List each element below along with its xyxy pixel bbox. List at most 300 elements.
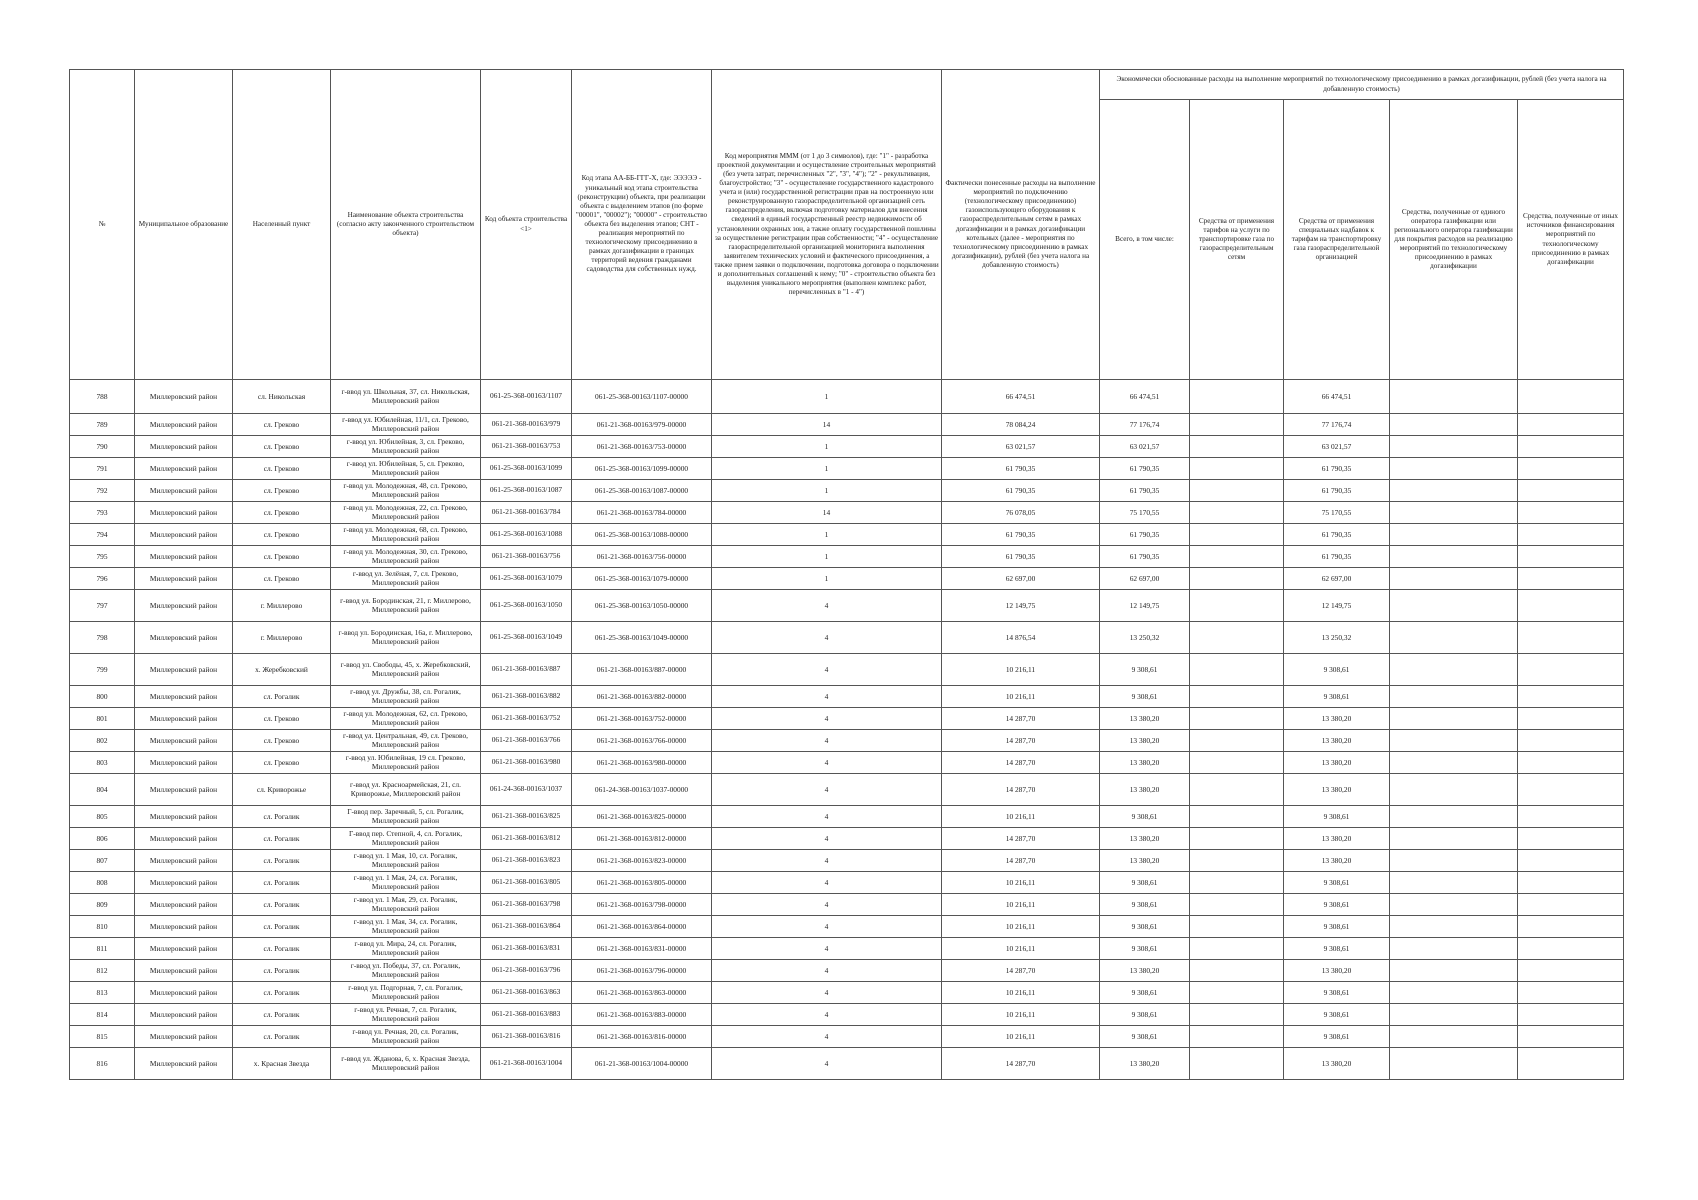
cell-actual-costs: 10 216,11: [942, 982, 1100, 1004]
cell-settlement: сл. Греково: [233, 730, 331, 752]
cell-object-code: 061-21-368-00163/864: [481, 916, 572, 938]
cell-other-sources: [1518, 590, 1624, 622]
cell-other-sources: [1518, 708, 1624, 730]
table-row: [70, 568, 1624, 590]
cell-object-name: г-ввод ул. Молодежная, 48, сл. Греково, Миллеровский район: [331, 480, 481, 502]
header-special-surcharges: Средства от применения специальных надбавок к тарифам на транспортировку газа газораспределительной организацией: [1284, 100, 1390, 380]
cell-special-surcharges: 9 308,61: [1284, 654, 1390, 686]
cell-municipality: Миллеровский район: [135, 730, 233, 752]
cell-special-surcharges: 9 308,61: [1284, 1026, 1390, 1048]
cell-other-sources: [1518, 1004, 1624, 1026]
header-municipality: Муниципальное образование: [135, 70, 233, 380]
cell-actual-costs: 78 084,24: [942, 414, 1100, 436]
cell-actual-costs: 10 216,11: [942, 806, 1100, 828]
cell-special-surcharges: 62 697,00: [1284, 568, 1390, 590]
cell-tariffs: [1190, 568, 1284, 590]
cell-num: 796: [70, 568, 135, 590]
cell-operator-funds: [1390, 1004, 1518, 1026]
table-row: [70, 806, 1624, 828]
cell-tariffs: [1190, 622, 1284, 654]
cell-total: 9 308,61: [1100, 894, 1190, 916]
cell-settlement: сл. Греково: [233, 752, 331, 774]
cell-num: 815: [70, 1026, 135, 1048]
header-other-sources: Средства, полученные от иных источников финансирования мероприятий по технологическому присоединению в рамках догазификации: [1518, 100, 1624, 380]
cell-operator-funds: [1390, 654, 1518, 686]
cell-num: 794: [70, 524, 135, 546]
cell-object-name: г-ввод ул. Молодежная, 22, сл. Греково, Миллеровский район: [331, 502, 481, 524]
cell-tariffs: [1190, 894, 1284, 916]
cell-municipality: Миллеровский район: [135, 708, 233, 730]
cell-other-sources: [1518, 752, 1624, 774]
table-row: [70, 916, 1624, 938]
cell-total: 9 308,61: [1100, 938, 1190, 960]
cell-event-code: 1: [712, 380, 942, 414]
cell-total: 13 380,20: [1100, 730, 1190, 752]
cell-tariffs: [1190, 480, 1284, 502]
cell-tariffs: [1190, 1048, 1284, 1080]
cell-municipality: Миллеровский район: [135, 828, 233, 850]
cell-special-surcharges: 66 474,51: [1284, 380, 1390, 414]
cell-object-name: г-ввод ул. 1 Мая, 29, сл. Рогалик, Миллеровский район: [331, 894, 481, 916]
cell-object-code: 061-21-368-00163/805: [481, 872, 572, 894]
cell-num: 811: [70, 938, 135, 960]
cell-other-sources: [1518, 502, 1624, 524]
cell-object-name: г-ввод ул. Дружбы, 38, сл. Рогалик, Миллеровский район: [331, 686, 481, 708]
cell-total: 9 308,61: [1100, 982, 1190, 1004]
cell-special-surcharges: 9 308,61: [1284, 894, 1390, 916]
cell-municipality: Миллеровский район: [135, 414, 233, 436]
cell-event-code: 1: [712, 568, 942, 590]
cell-total: 9 308,61: [1100, 916, 1190, 938]
cell-operator-funds: [1390, 568, 1518, 590]
cell-event-code: 1: [712, 458, 942, 480]
cell-municipality: Миллеровский район: [135, 654, 233, 686]
cell-actual-costs: 10 216,11: [942, 686, 1100, 708]
cell-special-surcharges: 9 308,61: [1284, 938, 1390, 960]
cell-event-code: 4: [712, 938, 942, 960]
cell-event-code: 4: [712, 1048, 942, 1080]
cell-settlement: г. Миллерово: [233, 622, 331, 654]
cell-settlement: сл. Рогалик: [233, 806, 331, 828]
table-row: [70, 982, 1624, 1004]
cell-operator-funds: [1390, 546, 1518, 568]
header-actual-costs: Фактически понесенные расходы на выполнение мероприятий по подключению (технологическому присоединению) газоиспользующего оборудования к газораспределительным сетям в рамках догазификации и в рамках догазификации котельных (далее - мероприятия по технологическому присоединению в рамках догазификации), рублей (без учета налога на добавленную стоимость): [942, 70, 1100, 380]
cell-stage-code: 061-21-368-00163/816-00000: [572, 1026, 712, 1048]
cell-operator-funds: [1390, 774, 1518, 806]
table-row: [70, 894, 1624, 916]
cell-event-code: 4: [712, 806, 942, 828]
cell-total: 61 790,35: [1100, 546, 1190, 568]
cell-operator-funds: [1390, 894, 1518, 916]
cell-municipality: Миллеровский район: [135, 1026, 233, 1048]
cell-event-code: 4: [712, 916, 942, 938]
cell-tariffs: [1190, 872, 1284, 894]
cell-event-code: 1: [712, 524, 942, 546]
cell-total: 13 380,20: [1100, 1048, 1190, 1080]
cell-settlement: сл. Рогалик: [233, 828, 331, 850]
cell-settlement: г. Миллерово: [233, 590, 331, 622]
cell-municipality: Миллеровский район: [135, 622, 233, 654]
cell-num: 800: [70, 686, 135, 708]
cell-actual-costs: 14 287,70: [942, 708, 1100, 730]
cell-actual-costs: 10 216,11: [942, 894, 1100, 916]
cell-actual-costs: 12 149,75: [942, 590, 1100, 622]
cell-total: 13 380,20: [1100, 752, 1190, 774]
cell-event-code: 4: [712, 982, 942, 1004]
cell-num: 792: [70, 480, 135, 502]
cell-other-sources: [1518, 916, 1624, 938]
cell-num: 808: [70, 872, 135, 894]
cell-tariffs: [1190, 380, 1284, 414]
cell-object-name: г-ввод ул. Зелёная, 7, сл. Греково, Миллеровский район: [331, 568, 481, 590]
cell-municipality: Миллеровский район: [135, 752, 233, 774]
cell-event-code: 4: [712, 654, 942, 686]
cell-object-code: 061-25-368-00163/1088: [481, 524, 572, 546]
cell-settlement: сл. Рогалик: [233, 916, 331, 938]
cell-actual-costs: 10 216,11: [942, 916, 1100, 938]
cell-special-surcharges: 9 308,61: [1284, 686, 1390, 708]
cell-num: 799: [70, 654, 135, 686]
cell-other-sources: [1518, 686, 1624, 708]
cell-object-name: г-ввод ул. Юбилейная, 11/1, сл. Греково, Миллеровский район: [331, 414, 481, 436]
cell-operator-funds: [1390, 916, 1518, 938]
cell-num: 810: [70, 916, 135, 938]
cell-tariffs: [1190, 730, 1284, 752]
cell-other-sources: [1518, 982, 1624, 1004]
cell-total: 13 380,20: [1100, 850, 1190, 872]
header-econ-group: Экономически обоснованные расходы на выполнение мероприятий по технологическому присоединению в рамках догазификации, рублей (без учета налога на добавленную стоимость): [1100, 70, 1624, 100]
cell-other-sources: [1518, 622, 1624, 654]
cell-special-surcharges: 63 021,57: [1284, 436, 1390, 458]
cell-municipality: Миллеровский район: [135, 524, 233, 546]
table-row: [70, 524, 1624, 546]
cell-other-sources: [1518, 568, 1624, 590]
cell-object-code: 061-21-368-00163/979: [481, 414, 572, 436]
cell-operator-funds: [1390, 414, 1518, 436]
cell-municipality: Миллеровский район: [135, 458, 233, 480]
cell-object-code: 061-21-368-00163/825: [481, 806, 572, 828]
cell-other-sources: [1518, 414, 1624, 436]
cell-tariffs: [1190, 502, 1284, 524]
cell-num: 791: [70, 458, 135, 480]
cell-settlement: сл. Греково: [233, 568, 331, 590]
cell-special-surcharges: 13 380,20: [1284, 828, 1390, 850]
cell-operator-funds: [1390, 458, 1518, 480]
cell-tariffs: [1190, 828, 1284, 850]
cell-object-code: 061-21-368-00163/784: [481, 502, 572, 524]
cell-total: 13 250,32: [1100, 622, 1190, 654]
cell-object-code: 061-21-368-00163/823: [481, 850, 572, 872]
cell-object-name: г-ввод ул. Юбилейная, 19 сл. Греково, Миллеровский район: [331, 752, 481, 774]
cell-object-code: 061-21-368-00163/887: [481, 654, 572, 686]
cell-actual-costs: 66 474,51: [942, 380, 1100, 414]
cell-object-code: 061-21-368-00163/766: [481, 730, 572, 752]
cell-object-name: г-ввод ул. 1 Мая, 10, сл. Рогалик, Миллеровский район: [331, 850, 481, 872]
cell-event-code: 4: [712, 730, 942, 752]
table-row: [70, 850, 1624, 872]
cell-num: 793: [70, 502, 135, 524]
cell-object-name: г-ввод ул. Мира, 24, сл. Рогалик, Миллеровский район: [331, 938, 481, 960]
cell-stage-code: 061-25-368-00163/1099-00000: [572, 458, 712, 480]
cell-settlement: сл. Рогалик: [233, 1004, 331, 1026]
cell-tariffs: [1190, 590, 1284, 622]
cell-event-code: 4: [712, 872, 942, 894]
cell-event-code: 4: [712, 1004, 942, 1026]
cell-municipality: Миллеровский район: [135, 982, 233, 1004]
cell-stage-code: 061-21-368-00163/756-00000: [572, 546, 712, 568]
cell-total: 61 790,35: [1100, 480, 1190, 502]
table-row: [70, 708, 1624, 730]
cell-municipality: Миллеровский район: [135, 938, 233, 960]
cell-object-code: 061-21-368-00163/883: [481, 1004, 572, 1026]
cell-actual-costs: 14 287,70: [942, 828, 1100, 850]
cell-municipality: Миллеровский район: [135, 872, 233, 894]
cell-object-name: г-ввод ул. Школьная, 37, сл. Никольская, Миллеровский район: [331, 380, 481, 414]
cell-municipality: Миллеровский район: [135, 380, 233, 414]
cell-municipality: Миллеровский район: [135, 480, 233, 502]
cell-object-code: 061-25-368-00163/1079: [481, 568, 572, 590]
header-event-code: Код мероприятия МММ (от 1 до 3 символов), где: "1" - разработка проектной документации и осуществление строительных мероприятий (без учета затрат, перечисленных "2", "3", "4"); "2" - рекультивация, благоустройство; "3" - осуществление государственного кадастрового учета и (или) государственной регистрации прав на построенную или реконструированную газораспределительной организацией сеть газораспределения, включая подготовку материалов для внесения сведений в единый государственный реестр недвижимости об установлении охранных зон, а также оплату государственной пошлины за осуществление регистрации прав собственности; "4" - осуществление газораспределительной организацией мониторинга выполнения заявителем технических условий и фактического присоединения, а также прием заявки о подключении, подготовка договора о подключении и дополнительных соглашений к нему; "0" - строительство объекта без выделения уникального мероприятия (выполнен комплекс работ, перечисленных в "1 - 4"): [712, 70, 942, 380]
cell-other-sources: [1518, 436, 1624, 458]
cell-other-sources: [1518, 938, 1624, 960]
cell-operator-funds: [1390, 730, 1518, 752]
cell-other-sources: [1518, 850, 1624, 872]
cell-num: 788: [70, 380, 135, 414]
cell-special-surcharges: 13 380,20: [1284, 960, 1390, 982]
cell-tariffs: [1190, 1004, 1284, 1026]
cell-event-code: 4: [712, 752, 942, 774]
cell-other-sources: [1518, 960, 1624, 982]
cell-stage-code: 061-21-368-00163/812-00000: [572, 828, 712, 850]
cell-num: 812: [70, 960, 135, 982]
cell-object-name: г-ввод ул. Центральная, 49, сл. Греково, Миллеровский район: [331, 730, 481, 752]
cell-settlement: сл. Греково: [233, 436, 331, 458]
cell-object-name: г-ввод ул. Молодежная, 30, сл. Греково, Миллеровский район: [331, 546, 481, 568]
cell-event-code: 4: [712, 774, 942, 806]
cell-total: 63 021,57: [1100, 436, 1190, 458]
cell-tariffs: [1190, 752, 1284, 774]
cell-object-code: 061-21-368-00163/863: [481, 982, 572, 1004]
cell-object-code: 061-25-368-00163/1107: [481, 380, 572, 414]
cell-tariffs: [1190, 524, 1284, 546]
cell-total: 9 308,61: [1100, 1004, 1190, 1026]
cell-object-name: Г-ввод пер. Заречный, 5, сл. Рогалик, Миллеровский район: [331, 806, 481, 828]
table-row: [70, 752, 1624, 774]
cell-municipality: Миллеровский район: [135, 850, 233, 872]
cell-special-surcharges: 61 790,35: [1284, 458, 1390, 480]
header-settlement: Населенный пункт: [233, 70, 331, 380]
cell-event-code: 4: [712, 960, 942, 982]
cell-operator-funds: [1390, 502, 1518, 524]
cell-stage-code: 061-21-368-00163/979-00000: [572, 414, 712, 436]
cell-operator-funds: [1390, 960, 1518, 982]
cell-settlement: сл. Греково: [233, 708, 331, 730]
cell-actual-costs: 62 697,00: [942, 568, 1100, 590]
cell-object-code: 061-25-368-00163/1099: [481, 458, 572, 480]
cell-other-sources: [1518, 774, 1624, 806]
cell-object-code: 061-21-368-00163/816: [481, 1026, 572, 1048]
table-row: [70, 1004, 1624, 1026]
cell-operator-funds: [1390, 708, 1518, 730]
cell-special-surcharges: 13 380,20: [1284, 1048, 1390, 1080]
cell-operator-funds: [1390, 850, 1518, 872]
cell-stage-code: 061-25-368-00163/1087-00000: [572, 480, 712, 502]
cell-object-code: 061-21-368-00163/756: [481, 546, 572, 568]
cell-special-surcharges: 13 380,20: [1284, 708, 1390, 730]
cell-actual-costs: 61 790,35: [942, 480, 1100, 502]
cell-special-surcharges: 13 380,20: [1284, 774, 1390, 806]
cell-num: 797: [70, 590, 135, 622]
table-row: [70, 686, 1624, 708]
cell-num: 795: [70, 546, 135, 568]
cell-stage-code: 061-24-368-00163/1037-00000: [572, 774, 712, 806]
cell-other-sources: [1518, 458, 1624, 480]
cell-tariffs: [1190, 806, 1284, 828]
cell-actual-costs: 10 216,11: [942, 938, 1100, 960]
cell-settlement: сл. Рогалик: [233, 982, 331, 1004]
cell-tariffs: [1190, 916, 1284, 938]
table-row: [70, 502, 1624, 524]
cell-other-sources: [1518, 546, 1624, 568]
table-body: [70, 380, 1624, 1080]
cell-special-surcharges: 13 380,20: [1284, 752, 1390, 774]
cell-special-surcharges: 9 308,61: [1284, 916, 1390, 938]
table-row: [70, 546, 1624, 568]
cell-tariffs: [1190, 938, 1284, 960]
cell-num: 807: [70, 850, 135, 872]
table-row: [70, 622, 1624, 654]
cell-num: 801: [70, 708, 135, 730]
cell-actual-costs: 61 790,35: [942, 524, 1100, 546]
cell-object-code: 061-21-368-00163/831: [481, 938, 572, 960]
cell-total: 13 380,20: [1100, 774, 1190, 806]
cell-special-surcharges: 61 790,35: [1284, 480, 1390, 502]
cell-stage-code: 061-21-368-00163/883-00000: [572, 1004, 712, 1026]
cell-municipality: Миллеровский район: [135, 546, 233, 568]
cell-municipality: Миллеровский район: [135, 590, 233, 622]
table-row: [70, 436, 1624, 458]
cell-total: 9 308,61: [1100, 654, 1190, 686]
cell-operator-funds: [1390, 806, 1518, 828]
table-row: [70, 730, 1624, 752]
cell-operator-funds: [1390, 590, 1518, 622]
cell-stage-code: 061-21-368-00163/864-00000: [572, 916, 712, 938]
cell-actual-costs: 14 287,70: [942, 960, 1100, 982]
table-row: [70, 960, 1624, 982]
table-row: [70, 1048, 1624, 1080]
cell-num: 789: [70, 414, 135, 436]
cell-num: 804: [70, 774, 135, 806]
cell-num: 809: [70, 894, 135, 916]
cell-special-surcharges: 9 308,61: [1284, 982, 1390, 1004]
dogasification-table: [69, 69, 1624, 1080]
cell-settlement: сл. Рогалик: [233, 894, 331, 916]
cell-stage-code: 061-25-368-00163/1049-00000: [572, 622, 712, 654]
cell-settlement: сл. Рогалик: [233, 686, 331, 708]
cell-num: 816: [70, 1048, 135, 1080]
table-row: [70, 480, 1624, 502]
cell-object-name: г-ввод ул. Красноармейская, 21, сл. Криворожье, Миллеровский район: [331, 774, 481, 806]
cell-actual-costs: 14 287,70: [942, 850, 1100, 872]
cell-event-code: 4: [712, 850, 942, 872]
cell-total: 9 308,61: [1100, 1026, 1190, 1048]
cell-municipality: Миллеровский район: [135, 1004, 233, 1026]
cell-tariffs: [1190, 414, 1284, 436]
cell-actual-costs: 61 790,35: [942, 458, 1100, 480]
cell-object-name: г-ввод ул. Победы, 37, сл. Рогалик, Миллеровский район: [331, 960, 481, 982]
cell-operator-funds: [1390, 436, 1518, 458]
cell-other-sources: [1518, 480, 1624, 502]
header-num: №: [70, 70, 135, 380]
cell-stage-code: 061-21-368-00163/1004-00000: [572, 1048, 712, 1080]
cell-num: 803: [70, 752, 135, 774]
table-row: [70, 1026, 1624, 1048]
cell-municipality: Миллеровский район: [135, 1048, 233, 1080]
cell-municipality: Миллеровский район: [135, 894, 233, 916]
cell-municipality: Миллеровский район: [135, 436, 233, 458]
cell-event-code: 4: [712, 1026, 942, 1048]
cell-actual-costs: 76 078,05: [942, 502, 1100, 524]
cell-object-code: 061-21-368-00163/796: [481, 960, 572, 982]
cell-total: 61 790,35: [1100, 524, 1190, 546]
header-object-name: Наименование объекта строительства (согласно акту законченного строительством объекта): [331, 70, 481, 380]
table-row: [70, 828, 1624, 850]
cell-other-sources: [1518, 1048, 1624, 1080]
table-row: [70, 590, 1624, 622]
cell-object-code: 061-21-368-00163/980: [481, 752, 572, 774]
cell-stage-code: 061-21-368-00163/798-00000: [572, 894, 712, 916]
cell-settlement: сл. Рогалик: [233, 938, 331, 960]
cell-actual-costs: 14 287,70: [942, 730, 1100, 752]
cell-event-code: 4: [712, 622, 942, 654]
cell-settlement: сл. Греково: [233, 546, 331, 568]
cell-special-surcharges: 61 790,35: [1284, 524, 1390, 546]
cell-special-surcharges: 13 380,20: [1284, 850, 1390, 872]
cell-operator-funds: [1390, 938, 1518, 960]
cell-object-name: г-ввод ул. 1 Мая, 34, сл. Рогалик, Миллеровский район: [331, 916, 481, 938]
cell-event-code: 4: [712, 686, 942, 708]
cell-tariffs: [1190, 850, 1284, 872]
cell-municipality: Миллеровский район: [135, 806, 233, 828]
cell-other-sources: [1518, 806, 1624, 828]
cell-other-sources: [1518, 828, 1624, 850]
cell-stage-code: 061-21-368-00163/887-00000: [572, 654, 712, 686]
cell-actual-costs: 10 216,11: [942, 872, 1100, 894]
cell-object-code: 061-21-368-00163/752: [481, 708, 572, 730]
cell-stage-code: 061-25-368-00163/1088-00000: [572, 524, 712, 546]
cell-operator-funds: [1390, 828, 1518, 850]
cell-municipality: Миллеровский район: [135, 686, 233, 708]
cell-stage-code: 061-21-368-00163/831-00000: [572, 938, 712, 960]
cell-operator-funds: [1390, 752, 1518, 774]
cell-settlement: сл. Греково: [233, 524, 331, 546]
cell-settlement: сл. Рогалик: [233, 850, 331, 872]
cell-actual-costs: 14 287,70: [942, 774, 1100, 806]
cell-total: 13 380,20: [1100, 708, 1190, 730]
table-row: [70, 458, 1624, 480]
header-stage-code: Код этапа АА-ББ-ГГГ-Х, где: ЭЭЭЭЭ - уникальный код этапа строительства (реконструкции) объекта, при реализации объекта с выделением этапов (по форме "00001", "00002"); "00000" - строительство объекта без выделения этапов; СНТ - реализация мероприятий по технологическому присоединению в рамках догазификации в границах территорий ведения гражданами садоводства для собственных нужд.: [572, 70, 712, 380]
cell-settlement: х. Жеребковский: [233, 654, 331, 686]
cell-municipality: Миллеровский район: [135, 568, 233, 590]
cell-stage-code: 061-21-368-00163/825-00000: [572, 806, 712, 828]
cell-tariffs: [1190, 458, 1284, 480]
table-row: [70, 938, 1624, 960]
cell-stage-code: 061-25-368-00163/1079-00000: [572, 568, 712, 590]
cell-object-code: 061-25-368-00163/1087: [481, 480, 572, 502]
cell-stage-code: 061-21-368-00163/753-00000: [572, 436, 712, 458]
cell-other-sources: [1518, 730, 1624, 752]
cell-total: 13 380,20: [1100, 960, 1190, 982]
